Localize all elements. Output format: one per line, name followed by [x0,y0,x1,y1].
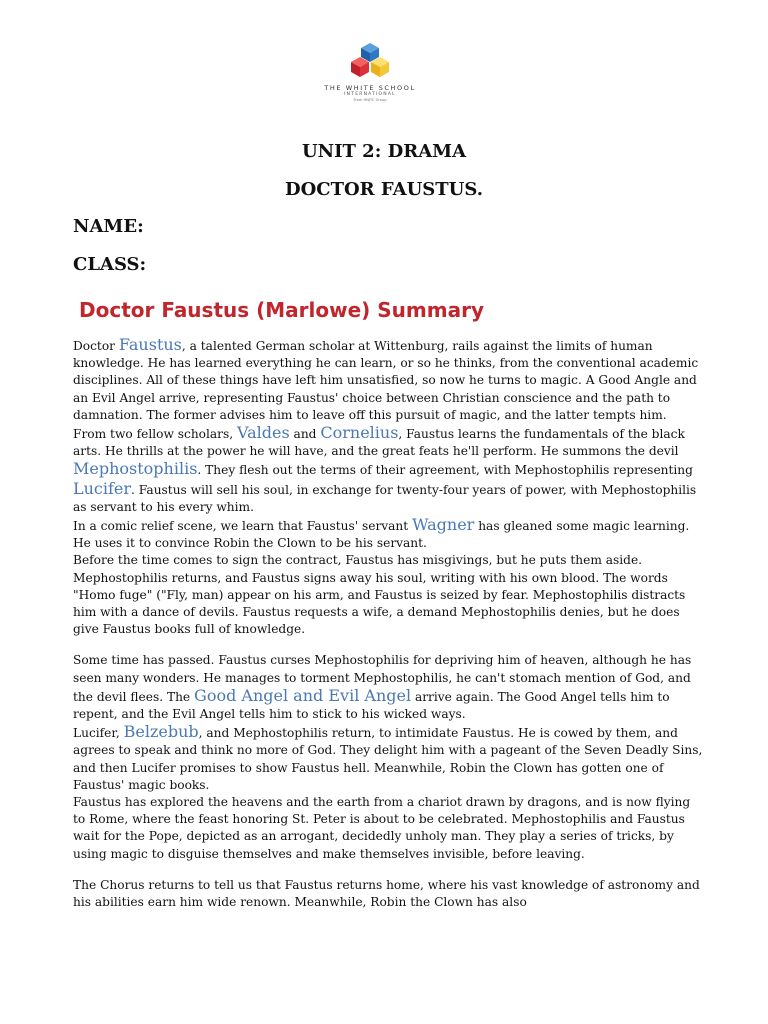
name-label: NAME: [73,216,144,237]
paragraph: In a comic relief scene, we learn that Faustus' servant Wagner has gleaned some magic learning. He uses it to convince Robin the Clown to be his servant. [73,515,690,551]
logo-school-name: THE WHITE SCHOOL [324,84,416,92]
school-logo [318,40,422,115]
link-valdes[interactable]: Valdes [237,423,290,443]
document-title: DOCTOR FAUSTUS. [284,179,484,200]
class-label: CLASS: [73,254,147,275]
paragraph: Lucifer, Belzebub, and Mephostophilis return, to intimidate Faustus. He is cowed by them, and agrees to speak and think no more of God. They delight him with a pageant of the Seven Deadly Sins, and then Lucifer promises to show Faustus hell. Meanwhile, Robin the Clown has gotten one of Faustus' magic books. [73,722,703,792]
logo-group-tagline: From HNJTC Group [353,98,387,102]
summary-heading: Doctor Faustus (Marlowe) Summary [79,298,484,322]
paragraph: Faustus has explored the heavens and the earth from a chariot drawn by dragons, and is now flying to Rome, where the feast honoring St. Peter is about to be celebrated. Mephostophilis and Faustus wait for the Pope, depicted as an arrogant, decidedly unholy man. They play a series of tricks, by using magic to disguise themselves and make themselves invisible, before leaving. [73,795,691,861]
link-good-evil-angel[interactable]: Good Angel and Evil Angel [194,685,412,705]
paragraph: Before the time comes to sign the contract, Faustus has misgivings, but he puts them aside. Mephostophilis returns, and Faustus signs away his soul, writing with his own blood. The words "Homo fuge" ("Fly, man) appear on his arm, and Faustus is seized by fear. Mephostophilis distracts him with a dance of devils. Faustus requests a wife, a demand Mephostophilis denies, but he does give Faustus books full of knowledge. [73,553,686,637]
link-wagner[interactable]: Wagner [412,515,475,535]
unit-title: UNIT 2: DRAMA [301,141,467,162]
link-cornelius[interactable]: Cornelius [320,423,399,443]
paragraph: Some time has passed. Faustus curses Mephostophilis for depriving him of heaven, although he has seen many wonders. He manages to torment Mephostophilis, he can't stomach mention of God, and the devil flees. The Good Angel and Evil Angel arrive again. The Good Angel tells him to repent, and the Evil Angel tells him to stick to his wicked ways. [73,653,692,722]
paragraph: Doctor Faustus, a talented German scholar at Wittenburg, rails against the limits of human knowledge. He has learned everything he can learn, or so he thinks, from the conventional academic disciplines. All of these things have left him unsatisfied, so now he turns to magic. A Good Angle and an Evil Angel arrive, representing Faustus' choice between Christian conscience and the path to damnation. The former advises him to leave off this pursuit of magic, and the latter tempts him. From two fellow scholars, Valdes and Cornelius, Faustus learns the fundamentals of the black arts. He thrills at the power he will have, and the great feats he'll perform. He summons the devil Mephostophilis. They flesh out the terms of their agreement, with Mephostophilis representing Lucifer. Faustus will sell his soul, in exchange for twenty-four years of power, with Mephostophilis as servant to his every whim. [73,335,699,514]
link-lucifer[interactable]: Lucifer [73,478,132,498]
cubes-logo-icon [343,40,397,80]
link-faustus[interactable]: Faustus [118,335,182,354]
logo-school-subtitle: INTERNATIONAL [344,92,396,97]
paragraph: The Chorus returns to tell us that Faustus returns home, where his vast knowledge of astronomy and his abilities earn him wide renown. Meanwhile, Robin the Clown has also [73,877,700,910]
summary-body [73,336,703,911]
link-mephostophilis[interactable]: Mephostophilis [73,459,198,479]
link-belzebub[interactable]: Belzebub [123,722,199,742]
